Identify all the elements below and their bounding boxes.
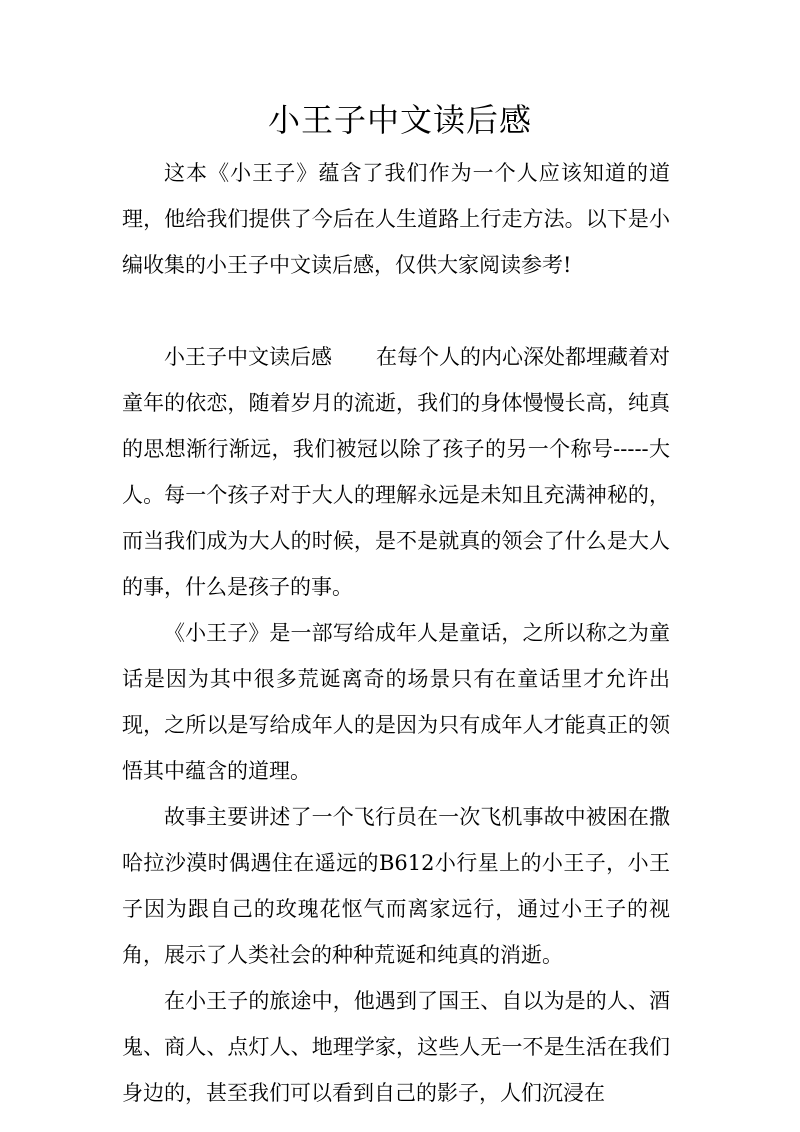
intro-paragraph: 这本《小王子》蕴含了我们作为一个人应该知道的道理，他给我们提供了今后在人生道路上行走方法。以下是小编收集的小王子中文读后感，仅供大家阅读参考! bbox=[122, 161, 670, 277]
body-paragraph-1 bbox=[122, 334, 670, 610]
section-heading: 小王子中文读后感 bbox=[164, 345, 332, 369]
body-paragraph-4: 在小王子的旅途中，他遇到了国王、自以为是的人、酒鬼、商人、点灯人、地理学家，这些人无一不是生活在我们身边的，甚至我们可以看到自己的影子，人们沉浸在 bbox=[122, 989, 670, 1105]
body-paragraph-3: 故事主要讲述了一个飞行员在一次飞机事故中被困在撒哈拉沙漠时偶遇住在遥远的B612小行星上的小王子，小王子因为跟自己的玫瑰花怄气而离家远行，通过小王子的视角，展示了人类社会的种种荒诞和纯真的消逝。 bbox=[122, 805, 670, 967]
paragraph-1-text: 在每个人的内心深处都埋藏着对童年的依恋，随着岁月的流逝，我们的身体慢慢长高，纯真的思想渐行渐远，我们被冠以除了孩子的另一个称号-----大人。每一个孩子对于大人的理解永远是未知且充满神秘的，而当我们成为大人的时候，是不是就真的领会了什么是大人的事，什么是孩子的事。 bbox=[122, 345, 670, 599]
document-title: 小王子中文读后感 bbox=[267, 101, 532, 139]
body-paragraph-2: 《小王子》是一部写给成年人是童话，之所以称之为童话是因为其中很多荒诞离奇的场景只有在童话里才允许出现，之所以是写给成年人的是因为只有成年人才能真正的领悟其中蕴含的道理。 bbox=[122, 621, 670, 783]
document-body bbox=[122, 150, 670, 1116]
